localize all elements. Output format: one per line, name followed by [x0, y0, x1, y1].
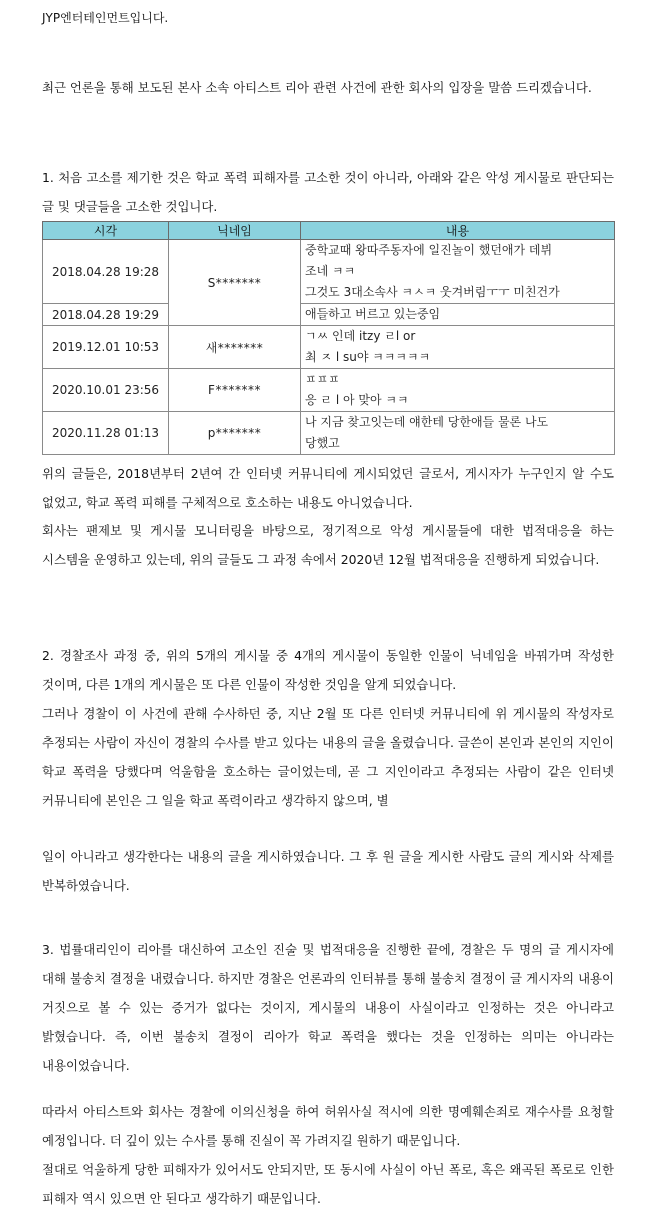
row-time: 2020.10.01 23:56	[43, 369, 169, 412]
paragraph-reinvestigation-request: 따라서 아티스트와 회사는 경찰에 이의신청을 하여 허위사실 적시에 의한 명예훼손죄로 재수사를 요청할 예정입니다. 더 깊이 있는 수사를 통해 진실이 꼭 가려지길 원하기 때문입니다.	[42, 1104, 614, 1148]
content-line: 나 지금 찾고잇는데 얘한테 당한애들 물론 나도	[305, 415, 549, 429]
paragraph-police-investigation: 그러나 경찰이 이 사건에 관해 수사하던 중, 지난 2월 또 다른 인터넷 커뮤니티에 위 게시물의 작성자로 추정되는 사람이 자신이 경찰의 수사를 받고 있다는 내용의 글을 올렸습니다. 글쓴이 본인과 본인의 지인이 학교 폭력을 당했다며 억울함을 호소하는 글이었는데, 곧 그 지인이라고 추정되는 사람이 같은 인터넷 커뮤니티에 본인은 그 일을 학교 폭력이라고 생각하지 않으며, 별	[42, 706, 614, 808]
row-content	[301, 304, 615, 326]
posts-table	[42, 221, 615, 455]
header-content: 내용	[301, 222, 615, 240]
content-line: ㄱㅆ 인데 itzy ㄹl or	[305, 329, 416, 343]
content-line: 당했고	[305, 436, 340, 450]
paragraph-posts-description: 위의 글들은, 2018년부터 2년여 간 인터넷 커뮤니티에 게시되었던 글로서, 게시자가 누구인지 알 수도 없었고, 학교 폭력 피해를 구체적으로 호소하는 내용도 아니었습니다.	[42, 466, 614, 510]
table-row	[43, 369, 615, 412]
paragraph-post-deletion: 일이 아니라고 생각한다는 내용의 글을 게시하였습니다. 그 후 원 글을 게시한 사람도 글의 게시와 삭제를 반복하였습니다.	[42, 849, 614, 893]
row-time: 2018.04.28 19:28	[43, 240, 169, 304]
table-row	[43, 240, 615, 304]
row-content	[301, 240, 615, 304]
content-line: 애들하고 버르고 있는중임	[305, 307, 441, 321]
intro-paragraph: 최근 언론을 통해 보도된 본사 소속 아티스트 리아 관련 사건에 관한 회사의 입장을 말씀 드리겠습니다.	[42, 80, 592, 95]
row-content	[301, 369, 615, 412]
header-time: 시각	[43, 222, 169, 240]
content-line: ㅍㅍㅍ	[305, 372, 340, 386]
content-line: 중학교때 왕따주동자에 일진놀이 했던애가 데뷔	[305, 243, 553, 257]
table-row	[43, 304, 615, 326]
content-line: 조네 ㅋㅋ	[305, 264, 356, 278]
row-nickname: p*******	[169, 412, 301, 455]
section-3-heading: 3. 법률대리인이 리아를 대신하여 고소인 진술 및 법적대응을 진행한 끝에, 경찰은 두 명의 글 게시자에 대해 불송치 결정을 내렸습니다. 하지만 경찰은 언론과의 인터뷰를 통해 불송치 결정이 글 게시자의 내용이 거짓으로 볼 수 있는 증거가 없다는 것이지, 게시물의 내용이 사실이라고 인정하는 것은 아니라고 밝혔습니다. 즉, 이번 불송치 결정이 리아가 학교 폭력을 했다는 것을 인정하는 의미는 아니라는 내용이었습니다.	[42, 942, 614, 1073]
row-nickname: F*******	[169, 369, 301, 412]
company-greeting: JYP엔터테인먼트입니다.	[42, 11, 169, 25]
paragraph-monitoring-system: 회사는 팬제보 및 게시물 모니터링을 바탕으로, 정기적으로 악성 게시물들에 대한 법적대응을 하는 시스템을 운영하고 있는데, 위의 글들도 그 과정 속에서 2020년 12월 법적대응을 진행하게 되었습니다.	[42, 523, 614, 567]
content-line: 최 ㅈ l su야 ㅋㅋㅋㅋㅋ	[305, 350, 431, 364]
row-time: 2018.04.28 19:29	[43, 304, 169, 326]
row-nickname: S*******	[169, 240, 301, 326]
header-nickname: 닉네임	[169, 222, 301, 240]
row-time: 2020.11.28 01:13	[43, 412, 169, 455]
row-content	[301, 412, 615, 455]
content-line: 응 ㄹ l 아 맞아 ㅋㅋ	[305, 393, 409, 407]
content-line: 그것도 3대소속사 ㅋㅅㅋ 웃겨버림ㅜㅜ 미친건가	[305, 285, 560, 299]
row-content	[301, 326, 615, 369]
table-row	[43, 326, 615, 369]
row-time: 2019.12.01 10:53	[43, 326, 169, 369]
row-nickname: 새*******	[169, 326, 301, 369]
table-header-row	[43, 222, 615, 240]
section-2-heading: 2. 경찰조사 과정 중, 위의 5개의 게시물 중 4개의 게시물이 동일한 인물이 닉네임을 바꿔가며 작성한 것이며, 다른 1개의 게시물은 또 다른 인물이 작성한 것임을 알게 되었습니다.	[42, 648, 614, 692]
section-1-heading: 1. 처음 고소를 제기한 것은 학교 폭력 피해자를 고소한 것이 아니라, 아래와 같은 악성 게시물로 판단되는 글 및 댓글들을 고소한 것입니다.	[42, 170, 614, 214]
paragraph-closing-statement: 절대로 억울하게 당한 피해자가 있어서도 안되지만, 또 동시에 사실이 아닌 폭로, 혹은 왜곡된 폭로로 인한 피해자 역시 있으면 안 된다고 생각하기 때문입니다.	[42, 1162, 614, 1206]
table-row	[43, 412, 615, 455]
